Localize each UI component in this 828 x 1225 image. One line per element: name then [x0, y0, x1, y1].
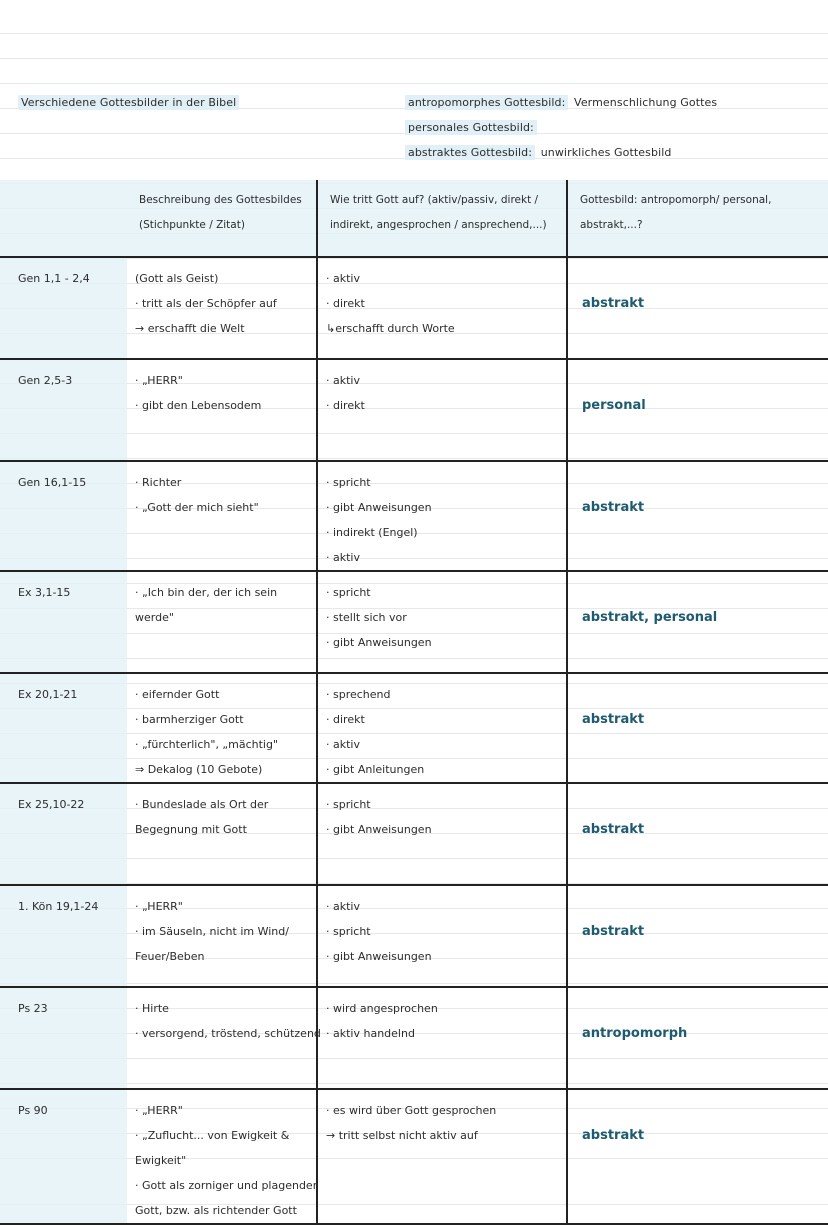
definition-text	[537, 121, 539, 134]
header-image-type: Gottesbild: antropomorph/ personal, abstrakt,...?	[567, 180, 828, 257]
definition-term: abstraktes Gottesbild:	[405, 145, 535, 160]
table-row	[0, 783, 828, 885]
table-header-row	[0, 180, 828, 257]
appearance-line: · gibt Anweisungen	[326, 501, 432, 514]
cell-reference: 1. Kön 19,1-24	[0, 885, 127, 987]
description-line: · barmherziger Gott	[135, 713, 244, 726]
appearance-line: · direkt	[326, 399, 365, 412]
description-line: → erschafft die Welt	[135, 322, 245, 335]
description-line: · „Zuflucht... von Ewigkeit &	[135, 1129, 290, 1142]
appearance-line: · spricht	[326, 798, 371, 811]
description-line: · Hirte	[135, 1002, 169, 1015]
cell-description	[127, 461, 317, 571]
appearance-line: · gibt Anweisungen	[326, 950, 432, 963]
cell-description	[127, 987, 321, 1089]
cell-appearance	[317, 783, 567, 885]
cell-appearance	[317, 257, 567, 359]
cell-image-type	[567, 673, 828, 783]
cell-appearance	[317, 987, 567, 1089]
appearance-line: · aktiv	[326, 551, 360, 564]
definition-text: unwirkliches Gottesbild	[540, 146, 672, 159]
image-type-value: abstrakt	[582, 712, 645, 727]
cell-reference: Gen 2,5-3	[0, 359, 127, 461]
table-row	[0, 461, 828, 571]
description-line: · eifernder Gott	[135, 688, 220, 701]
appearance-line: · direkt	[326, 713, 365, 726]
cell-appearance	[317, 673, 567, 783]
table-row	[0, 673, 828, 783]
cell-image-type	[567, 783, 828, 885]
appearance-line: → tritt selbst nicht aktiv auf	[326, 1129, 478, 1142]
appearance-line: · aktiv	[326, 738, 360, 751]
description-line: · Bundeslade als Ort der	[135, 798, 269, 811]
header-description: Beschreibung des Gottesbildes (Stichpunkte / Zitat)	[127, 180, 317, 257]
definition-row	[405, 90, 717, 115]
image-type-value: abstrakt	[582, 924, 645, 939]
table-body	[0, 257, 828, 1224]
cell-description	[127, 257, 317, 359]
cell-reference: Ps 90	[0, 1089, 127, 1224]
description-line: Begegnung mit Gott	[135, 823, 247, 836]
description-line: (Gott als Geist)	[135, 272, 219, 285]
appearance-line: · aktiv handelnd	[326, 1027, 415, 1040]
description-line: · „HERR"	[135, 900, 183, 913]
image-type-value: antropomorph	[582, 1026, 688, 1041]
appearance-line: · spricht	[326, 925, 371, 938]
page-title	[18, 90, 239, 115]
image-type-value: abstrakt	[582, 1128, 645, 1143]
definition-term: personales Gottesbild:	[405, 120, 537, 135]
cell-image-type	[567, 1089, 828, 1224]
image-type-value: abstrakt	[582, 822, 645, 837]
appearance-line: · spricht	[326, 586, 371, 599]
definition-row	[405, 115, 717, 140]
description-line: · Gott als zorniger und plagender	[135, 1179, 318, 1192]
cell-appearance	[317, 359, 567, 461]
appearance-line: · gibt Anleitungen	[326, 763, 425, 776]
cell-appearance	[317, 571, 567, 673]
description-line: · im Säuseln, nicht im Wind/	[135, 925, 289, 938]
description-line: · „HERR"	[135, 1104, 183, 1117]
image-type-value: abstrakt	[582, 296, 645, 311]
description-line: Ewigkeit"	[135, 1154, 187, 1167]
definition-row	[405, 140, 717, 165]
cell-image-type	[567, 885, 828, 987]
appearance-line: · indirekt (Engel)	[326, 526, 418, 539]
description-line: Gott, bzw. als richtender Gott	[135, 1204, 297, 1217]
cell-appearance	[317, 885, 567, 987]
appearance-line: · stellt sich vor	[326, 611, 407, 624]
cell-reference: Ex 20,1-21	[0, 673, 127, 783]
appearance-line: · gibt Anweisungen	[326, 636, 432, 649]
page-title-text: Verschiedene Gottesbilder in der Bibel	[18, 95, 239, 110]
image-type-value: abstrakt	[582, 500, 645, 515]
appearance-line: ↳erschafft durch Worte	[326, 322, 455, 335]
cell-description	[127, 673, 317, 783]
description-line: · Richter	[135, 476, 182, 489]
image-type-value: personal	[582, 398, 646, 413]
description-line: Feuer/Beben	[135, 950, 205, 963]
definitions	[405, 90, 717, 165]
table-row	[0, 257, 828, 359]
table-row	[0, 1089, 828, 1224]
description-line: · „Ich bin der, der ich sein	[135, 586, 278, 599]
header-appearance: Wie tritt Gott auf? (aktiv/passiv, direkt / indirekt, angesprochen / ansprechend,...)	[317, 180, 567, 257]
description-line: · „Gott der mich sieht"	[135, 501, 259, 514]
description-line: · tritt als der Schöpfer auf	[135, 297, 277, 310]
cell-image-type	[567, 571, 828, 673]
header-reference	[0, 180, 127, 257]
cell-reference: Ex 3,1-15	[0, 571, 127, 673]
image-type-value: abstrakt, personal	[582, 610, 718, 625]
appearance-line: · wird angesprochen	[326, 1002, 438, 1015]
cell-image-type	[567, 359, 828, 461]
appearance-line: · aktiv	[326, 374, 360, 387]
cell-reference: Gen 16,1-15	[0, 461, 127, 571]
cell-reference: Ex 25,10-22	[0, 783, 127, 885]
description-line: werde"	[135, 611, 174, 624]
description-line: · versorgend, tröstend, schützend	[135, 1027, 321, 1040]
appearance-line: · direkt	[326, 297, 365, 310]
definition-term: antropomorphes Gottesbild:	[405, 95, 568, 110]
cell-image-type	[567, 461, 828, 571]
cell-image-type	[567, 987, 828, 1089]
description-line: · gibt den Lebensodem	[135, 399, 262, 412]
appearance-line: · aktiv	[326, 900, 360, 913]
appearance-line: · gibt Anweisungen	[326, 823, 432, 836]
cell-image-type	[567, 257, 828, 359]
table-row	[0, 571, 828, 673]
table-row	[0, 885, 828, 987]
cell-appearance	[317, 461, 567, 571]
cell-reference: Ps 23	[0, 987, 127, 1089]
cell-reference: Gen 1,1 - 2,4	[0, 257, 127, 359]
appearance-line: · es wird über Gott gesprochen	[326, 1104, 497, 1117]
table-row	[0, 987, 828, 1089]
description-line: ⇒ Dekalog (10 Gebote)	[135, 763, 263, 776]
cell-appearance	[317, 1089, 567, 1224]
cell-description	[127, 1089, 317, 1224]
description-line: · „fürchterlich", „mächtig"	[135, 738, 279, 751]
gottesbilder-table	[0, 180, 828, 1225]
appearance-line: · sprechend	[326, 688, 391, 701]
cell-description	[127, 783, 317, 885]
cell-description	[127, 885, 317, 987]
appearance-line: · aktiv	[326, 272, 360, 285]
table-row	[0, 359, 828, 461]
description-line: · „HERR"	[135, 374, 183, 387]
definition-text: Vermenschlichung Gottes	[574, 96, 718, 109]
cell-description	[127, 359, 317, 461]
cell-description	[127, 571, 317, 673]
appearance-line: · spricht	[326, 476, 371, 489]
